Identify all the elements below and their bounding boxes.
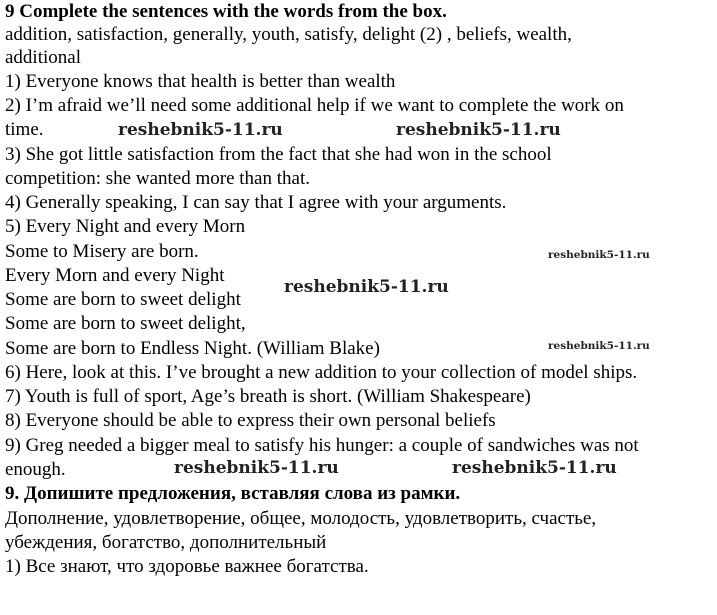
sentence-7: 7) Youth is full of sport, Age’s breath is short. (William Shakespeare) (5, 386, 531, 407)
word-box-ru-line-2: убеждения, богатство, дополнительный (5, 532, 327, 553)
watermark: reshebnik5-11.ru (284, 277, 449, 297)
watermark: reshebnik5-11.ru (548, 340, 650, 352)
sentence-2-line-1: 2) I’m afraid we’ll need some additional help if we want to complete the work on (5, 95, 624, 116)
sentence-6: 6) Here, look at this. I’ve brought a new addition to your collection of model ships. (5, 362, 638, 383)
sentence-3-line-1: 3) She got little satisfaction from the fact that she had won in the school (5, 144, 552, 165)
sentence-9-line-1: 9) Greg needed a bigger meal to satisfy his hunger: a couple of sandwiches was not (5, 435, 639, 456)
poem-line-4: Some are born to sweet delight (5, 289, 241, 310)
watermark: reshebnik5-11.ru (396, 120, 561, 140)
exercise-heading-en: 9 Complete the sentences with the words from the box. (5, 1, 447, 22)
sentence-4: 4) Generally speaking, I can say that I agree with your arguments. (5, 192, 507, 213)
sentence-3-line-2: competition: she wanted more than that. (5, 168, 310, 189)
sentence-8: 8) Everyone should be able to express their own personal beliefs (5, 410, 496, 431)
poem-line-2: Some to Misery are born. (5, 241, 199, 262)
word-box-ru-line-1: Дополнение, удовлетворение, общее, молодость, удовлетворить, счастье, (5, 508, 597, 529)
watermark: reshebnik5-11.ru (118, 120, 283, 140)
sentence-ru-1: 1) Все знают, что здоровье важнее богатства. (5, 556, 369, 577)
poem-line-6: Some are born to Endless Night. (William Blake) (5, 338, 380, 359)
sentence-1: 1) Everyone knows that health is better than wealth (5, 71, 396, 92)
watermark: reshebnik5-11.ru (452, 458, 617, 478)
poem-line-3: Every Morn and every Night (5, 265, 225, 286)
poem-line-5: Some are born to sweet delight, (5, 313, 246, 334)
watermark: reshebnik5-11.ru (174, 458, 339, 478)
sentence-9-line-2: enough. (5, 459, 66, 480)
watermark: reshebnik5-11.ru (548, 249, 650, 261)
exercise-heading-ru: 9. Допишите предложения, вставляя слова из рамки. (5, 483, 461, 504)
word-box-line-1: addition, satisfaction, generally, youth, satisfy, delight (2) , beliefs, wealth, (5, 24, 572, 45)
poem-line-1: 5) Every Night and every Morn (5, 216, 246, 237)
word-box-line-2: additional (5, 47, 81, 68)
sentence-2-line-2: time. (5, 119, 44, 140)
